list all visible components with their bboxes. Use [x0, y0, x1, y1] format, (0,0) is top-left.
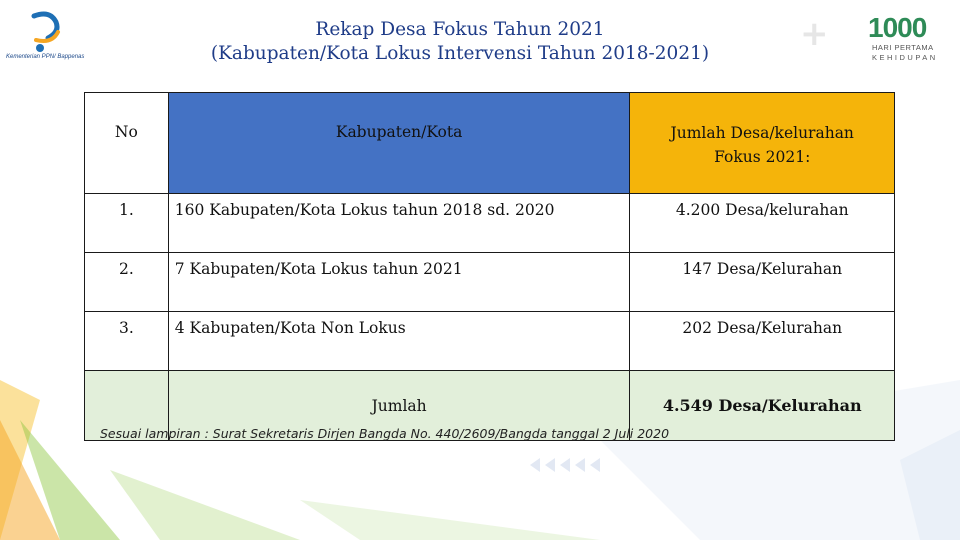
- page-title: [150, 18, 770, 66]
- bappenas-emblem-icon: [26, 10, 76, 54]
- rekap-table: [84, 92, 895, 441]
- header-jumlah-line-1: Jumlah Desa/kelurahan: [670, 124, 854, 142]
- hpk-logo-line-2: KEHIDUPAN: [872, 53, 938, 62]
- header-jumlah: [630, 93, 895, 194]
- bappenas-logo: [6, 10, 86, 70]
- table-row: [85, 312, 895, 371]
- total-label: Jumlah: [168, 371, 630, 441]
- title-line-2: (Kabupaten/Kota Lokus Intervensi Tahun 2018-2021): [210, 43, 710, 64]
- cell-kabupaten: 4 Kabupaten/Kota Non Lokus: [168, 312, 630, 371]
- cell-no: 2.: [85, 253, 169, 312]
- footnote: Sesuai lampiran : Surat Sekretaris Dirjen Bangda No. 440/2609/Bangda tanggal 2 Juli 2020: [100, 426, 670, 441]
- header-jumlah-line-2: Fokus 2021:: [714, 148, 811, 166]
- cell-jumlah: 147 Desa/Kelurahan: [630, 253, 895, 312]
- hpk-logo-number: 1000: [868, 12, 927, 43]
- cell-kabupaten: 7 Kabupaten/Kota Lokus tahun 2021: [168, 253, 630, 312]
- cell-jumlah: 202 Desa/Kelurahan: [630, 312, 895, 371]
- hpk-1000-logo: [868, 12, 954, 68]
- cell-no: 1.: [85, 194, 169, 253]
- cell-no: 3.: [85, 312, 169, 371]
- bappenas-logo-text: Kementerian PPN/ Bappenas: [6, 54, 85, 60]
- table-header-row: [85, 93, 895, 194]
- total-value: 4.549 Desa/Kelurahan: [630, 371, 895, 441]
- plus-icon: +: [800, 14, 829, 54]
- hpk-logo-line-1: HARI PERTAMA: [872, 43, 934, 52]
- header-no: No: [85, 93, 169, 194]
- cell-jumlah: 4.200 Desa/kelurahan: [630, 194, 895, 253]
- title-line-1: Rekap Desa Fokus Tahun 2021: [315, 19, 605, 40]
- table-row: [85, 253, 895, 312]
- header-kabupaten: Kabupaten/Kota: [168, 93, 630, 194]
- table-row: [85, 194, 895, 253]
- cell-kabupaten: 160 Kabupaten/Kota Lokus tahun 2018 sd. 2020: [168, 194, 630, 253]
